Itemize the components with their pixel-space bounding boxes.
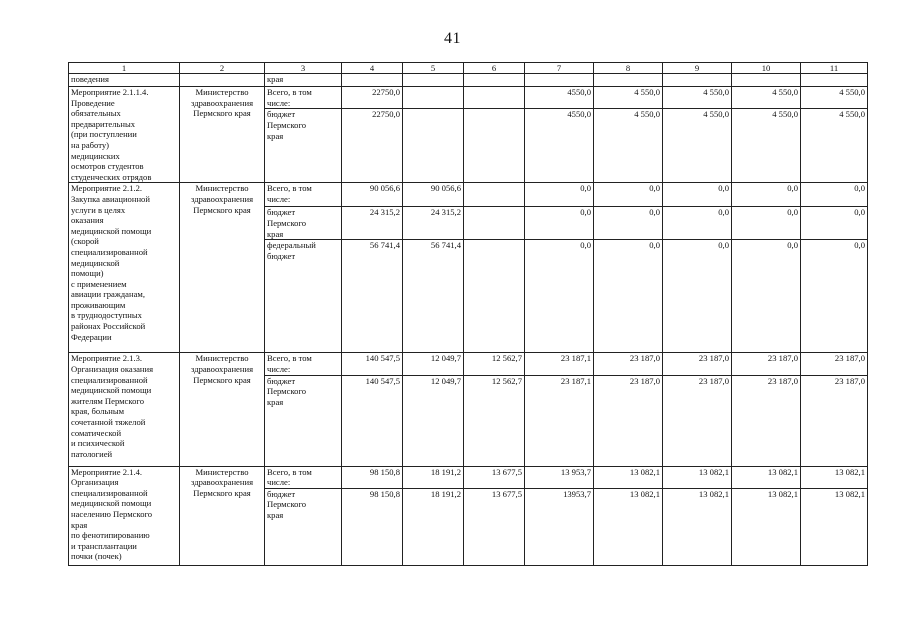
- amount-cell: [403, 87, 464, 109]
- amount-cell: 23 187,0: [663, 353, 732, 375]
- amount-cell: 13 082,1: [663, 488, 732, 565]
- event-total-row: [69, 353, 868, 375]
- amount-cell: 98 150,8: [342, 488, 403, 565]
- amount-cell: 90 056,6: [403, 183, 464, 207]
- amount-cell: 23 187,1: [525, 375, 594, 466]
- amount-cell: 24 315,2: [403, 207, 464, 240]
- column-number: 2: [180, 63, 265, 74]
- empty-cell: [525, 74, 594, 87]
- funding-source: бюджет Пермского края: [265, 207, 342, 240]
- amount-cell: 4 550,0: [594, 109, 663, 183]
- amount-cell: 98 150,8: [342, 466, 403, 488]
- amount-cell: 140 547,5: [342, 353, 403, 375]
- amount-cell: 4 550,0: [732, 109, 801, 183]
- column-number: 5: [403, 63, 464, 74]
- amount-cell: 90 056,6: [342, 183, 403, 207]
- funding-source: Всего, в том числе:: [265, 466, 342, 488]
- event-total-row: [69, 183, 868, 207]
- column-number: 11: [801, 63, 868, 74]
- amount-cell: 0,0: [732, 183, 801, 207]
- amount-cell: 12 049,7: [403, 353, 464, 375]
- amount-cell: 18 191,2: [403, 488, 464, 565]
- event-name: Мероприятие 2.1.1.4. Проведение обязательных предварительных (при поступлении на работу) медицинских осмотров студентов студенческих отрядов: [69, 87, 180, 183]
- amount-cell: 4 550,0: [801, 87, 868, 109]
- amount-cell: 4550,0: [525, 109, 594, 183]
- amount-cell: 13 082,1: [801, 466, 868, 488]
- funding-source: Всего, в том числе:: [265, 353, 342, 375]
- amount-cell: 12 562,7: [464, 375, 525, 466]
- column-number: 8: [594, 63, 663, 74]
- amount-cell: 0,0: [801, 240, 868, 353]
- amount-cell: 4 550,0: [594, 87, 663, 109]
- amount-cell: 23 187,0: [594, 353, 663, 375]
- empty-cell: [464, 74, 525, 87]
- event-total-row: [69, 87, 868, 109]
- amount-cell: 0,0: [663, 207, 732, 240]
- amount-cell: 0,0: [732, 207, 801, 240]
- amount-cell: 13 677,5: [464, 488, 525, 565]
- column-number: 1: [69, 63, 180, 74]
- amount-cell: 0,0: [525, 240, 594, 353]
- amount-cell: 13 082,1: [732, 466, 801, 488]
- funding-source: бюджет Пермского края: [265, 488, 342, 565]
- amount-cell: 4 550,0: [732, 87, 801, 109]
- responsible-org: Министерство здравоохранения Пермского края: [180, 466, 265, 565]
- event-name: Мероприятие 2.1.3. Организация оказания специализированной медицинской помощи жителям Пермского края, больным сочетанной тяжелой соматической и психической патологией: [69, 353, 180, 466]
- amount-cell: 0,0: [732, 240, 801, 353]
- responsible-org: Министерство здравоохранения Пермского края: [180, 353, 265, 466]
- event-total-row: [69, 466, 868, 488]
- empty-cell: [342, 74, 403, 87]
- amount-cell: [464, 183, 525, 207]
- amount-cell: 18 191,2: [403, 466, 464, 488]
- event-name: Мероприятие 2.1.2. Закупка авиационной услуги в целях оказания медицинской помощи (скорой специализированной медицинской помощи) с применением авиации гражданам, проживающим в труднодоступных районах Российской Федерации: [69, 183, 180, 353]
- column-number: 3: [265, 63, 342, 74]
- column-number: 7: [525, 63, 594, 74]
- amount-cell: 24 315,2: [342, 207, 403, 240]
- empty-cell: [732, 74, 801, 87]
- amount-cell: 22750,0: [342, 87, 403, 109]
- funding-source: бюджет Пермского края: [265, 375, 342, 466]
- amount-cell: 23 187,0: [732, 353, 801, 375]
- amount-cell: 0,0: [663, 240, 732, 353]
- empty-cell: [594, 74, 663, 87]
- amount-cell: 0,0: [801, 183, 868, 207]
- amount-cell: [464, 109, 525, 183]
- funding-source: федеральный бюджет: [265, 240, 342, 353]
- amount-cell: 23 187,0: [801, 353, 868, 375]
- column-number: 9: [663, 63, 732, 74]
- amount-cell: 0,0: [594, 183, 663, 207]
- responsible-org: Министерство здравоохранения Пермского края: [180, 183, 265, 353]
- column-number: 6: [464, 63, 525, 74]
- amount-cell: 23 187,0: [663, 375, 732, 466]
- carryover-event-text: поведения: [69, 74, 180, 87]
- amount-cell: 0,0: [525, 183, 594, 207]
- amount-cell: 0,0: [525, 207, 594, 240]
- amount-cell: [464, 87, 525, 109]
- event-name: Мероприятие 2.1.4. Организация специализированной медицинской помощи населению Пермского края по фенотипированию и трансплантации почки (почек): [69, 466, 180, 565]
- amount-cell: 4 550,0: [663, 109, 732, 183]
- amount-cell: 13 082,1: [663, 466, 732, 488]
- carryover-source-text: края: [265, 74, 342, 87]
- funding-source: Всего, в том числе:: [265, 183, 342, 207]
- amount-cell: 13 082,1: [801, 488, 868, 565]
- amount-cell: 4 550,0: [663, 87, 732, 109]
- funding-source: бюджет Пермского края: [265, 109, 342, 183]
- amount-cell: 13953,7: [525, 488, 594, 565]
- amount-cell: 0,0: [801, 207, 868, 240]
- empty-cell: [403, 74, 464, 87]
- amount-cell: 140 547,5: [342, 375, 403, 466]
- amount-cell: 4550,0: [525, 87, 594, 109]
- amount-cell: 12 562,7: [464, 353, 525, 375]
- column-number-row: [69, 63, 868, 74]
- column-number: 4: [342, 63, 403, 74]
- amount-cell: [464, 240, 525, 353]
- amount-cell: 56 741,4: [342, 240, 403, 353]
- amount-cell: 56 741,4: [403, 240, 464, 353]
- amount-cell: 23 187,0: [594, 375, 663, 466]
- responsible-org: Министерство здравоохранения Пермского края: [180, 87, 265, 183]
- program-budget-table: [68, 62, 868, 566]
- funding-source: Всего, в том числе:: [265, 87, 342, 109]
- amount-cell: 12 049,7: [403, 375, 464, 466]
- carryover-row: [69, 74, 868, 87]
- amount-cell: 13 082,1: [594, 488, 663, 565]
- amount-cell: 13 677,5: [464, 466, 525, 488]
- amount-cell: [464, 207, 525, 240]
- column-number: 10: [732, 63, 801, 74]
- amount-cell: 0,0: [594, 207, 663, 240]
- amount-cell: 4 550,0: [801, 109, 868, 183]
- amount-cell: 23 187,0: [732, 375, 801, 466]
- empty-cell: [801, 74, 868, 87]
- empty-cell: [663, 74, 732, 87]
- page-number: 41: [444, 30, 461, 47]
- amount-cell: [403, 109, 464, 183]
- amount-cell: 0,0: [594, 240, 663, 353]
- amount-cell: 22750,0: [342, 109, 403, 183]
- amount-cell: 13 082,1: [732, 488, 801, 565]
- amount-cell: 13 953,7: [525, 466, 594, 488]
- empty-cell: [180, 74, 265, 87]
- amount-cell: 0,0: [663, 183, 732, 207]
- amount-cell: 23 187,1: [525, 353, 594, 375]
- amount-cell: 23 187,0: [801, 375, 868, 466]
- amount-cell: 13 082,1: [594, 466, 663, 488]
